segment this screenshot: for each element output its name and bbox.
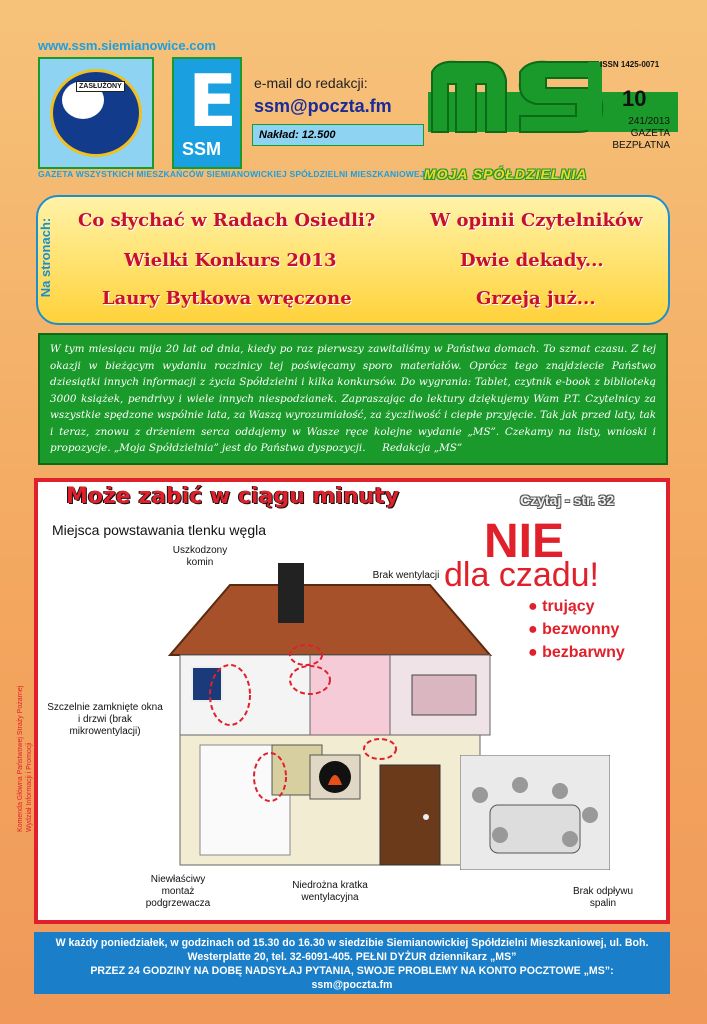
footer-email-link[interactable]: ssm@poczta.fm: [311, 979, 393, 991]
see-page-link[interactable]: Czytaj - str. 32: [520, 492, 615, 508]
feature-credit: Komenda Główna Państwowej Straży Pożarnej Wydział Informacji i Promocji: [17, 685, 33, 832]
house-illustration: [160, 545, 510, 875]
footer-box: [34, 932, 670, 994]
footer-contact-text: PRZEZ 24 GODZINY NA DOBĘ NADSYŁAJ PYTANIA, SWOJE PROBLEMY NA KONTO POCZTOWE „MS”:: [90, 965, 614, 977]
label-heater: Niewłaściwy montaż podgrzewacza: [145, 874, 211, 909]
tagline: GAZETA WSZYSTKICH MIESZKAŃCÓW SIEMIANOWICKIEJ SPÓŁDZIELNI MIESZKANIOWEJ: [38, 169, 425, 179]
ssm-logo-text: SSM: [182, 139, 222, 159]
label-windows: Szczelnie zamknięte okna i drzwi (brak mikrowentylacji): [47, 702, 163, 737]
contents-item[interactable]: Co słychać w Radach Osiedli?: [78, 210, 376, 231]
intro-signature: Redakcja „MS”: [382, 442, 463, 454]
label-chimney: Uszkodzony komin: [172, 545, 228, 568]
contents-item[interactable]: Wielki Konkurs 2013: [124, 250, 337, 271]
intro-text: W tym miesiącu mija 20 lat od dnia, kiedy po raz pierwszy zawitaliśmy w Państwa domach. To szmat czasu. Z tej okazji w bieżącym wydaniu roczinicy tej poświęcamy sporo materiałów. Oprócz tego znajdziecie Państwo dziesiątki innych informacji z życia Spółdzielni i kilka konkursów. Do wygrania: Tablet, czytnik e-book z biblioteką 3000 książek, pendrivy i wiele innych niespodzianek. Zapraszając do lektury dziękujemy Wam P.T. Czytelnicy za wszystkie spędzone wspólnie lata, za Waszą wyrozumiałość, za życzliwość i ciepłe przyjęcie. Tak jak przed laty, tak i teraz, znowu z drżeniem serca oddajemy w Wasze ręce kolejne wydanie „MS”. Czekamy na listy, wnioski i propozycje. „Moja Spółdzielnia” jest do Państwa dyspozycji.: [50, 343, 656, 454]
label-exhaust: Brak odpływu spalin: [572, 886, 634, 909]
contents-item[interactable]: W opinii Czytelników: [430, 210, 643, 231]
intro-text-box: [38, 333, 668, 465]
email-label: e-mail do redakcji:: [254, 75, 368, 91]
contents-side-label: Na stronach:: [38, 217, 54, 298]
label-ventilation: Brak wentylacji: [372, 570, 440, 581]
bullet-item: ● trujący: [528, 598, 595, 615]
issue-info: [590, 116, 670, 152]
contents-item[interactable]: Dwie dekady...: [460, 250, 604, 271]
ssm-logo: [172, 57, 242, 169]
ssm-e-icon: E: [188, 59, 238, 143]
footer-duty-text: W każdy poniedziałek, w godzinach od 15.30 do 16.30 w siedzibie Siemianowickiej Spółdzielni Mieszkaniowej, ul. Boh. Westerplatte 20, tel. 32-6091-405. PEŁNI DYŻUR dziennikarz „MS”: [55, 937, 649, 963]
feature-headline: Może zabić w ciągu minuty: [66, 484, 400, 509]
contents-item[interactable]: Grzeją już...: [476, 288, 596, 309]
free-label-2: BEZPŁATNA: [612, 140, 670, 151]
emblem-badge: ZASŁUŻONY: [76, 81, 125, 92]
issn-number: ISSN 1425-0071: [600, 60, 660, 69]
bullet-list: [528, 598, 625, 662]
masthead-title: MOJA SPÓŁDZIELNIA: [424, 166, 588, 182]
editorial-email-link[interactable]: ssm@poczta.fm: [254, 96, 392, 116]
free-label-1: GAZETA: [630, 128, 670, 139]
label-vent-grill: Niedrożna kratka wentylacyjna: [292, 880, 368, 903]
contents-item[interactable]: Laury Bytkowa wręczone: [102, 288, 352, 309]
cooperative-emblem-logo: [38, 57, 154, 169]
bullet-item: ● bezwonny: [528, 621, 620, 638]
feature-subtitle: Miejsca powstawania tlenku węgla: [52, 522, 266, 538]
website-url[interactable]: www.ssm.siemianowice.com: [38, 38, 216, 53]
bullet-item: ● bezbarwny: [528, 644, 625, 661]
issue-number: 10: [622, 86, 647, 111]
garage-illustration: [460, 755, 610, 870]
nie-text: NIE: [484, 515, 565, 568]
circulation-badge: Nakład: 12.500: [252, 124, 424, 146]
issue-code: 241/2013: [628, 116, 670, 127]
dla-czadu-text: dla czadu!: [444, 556, 599, 594]
